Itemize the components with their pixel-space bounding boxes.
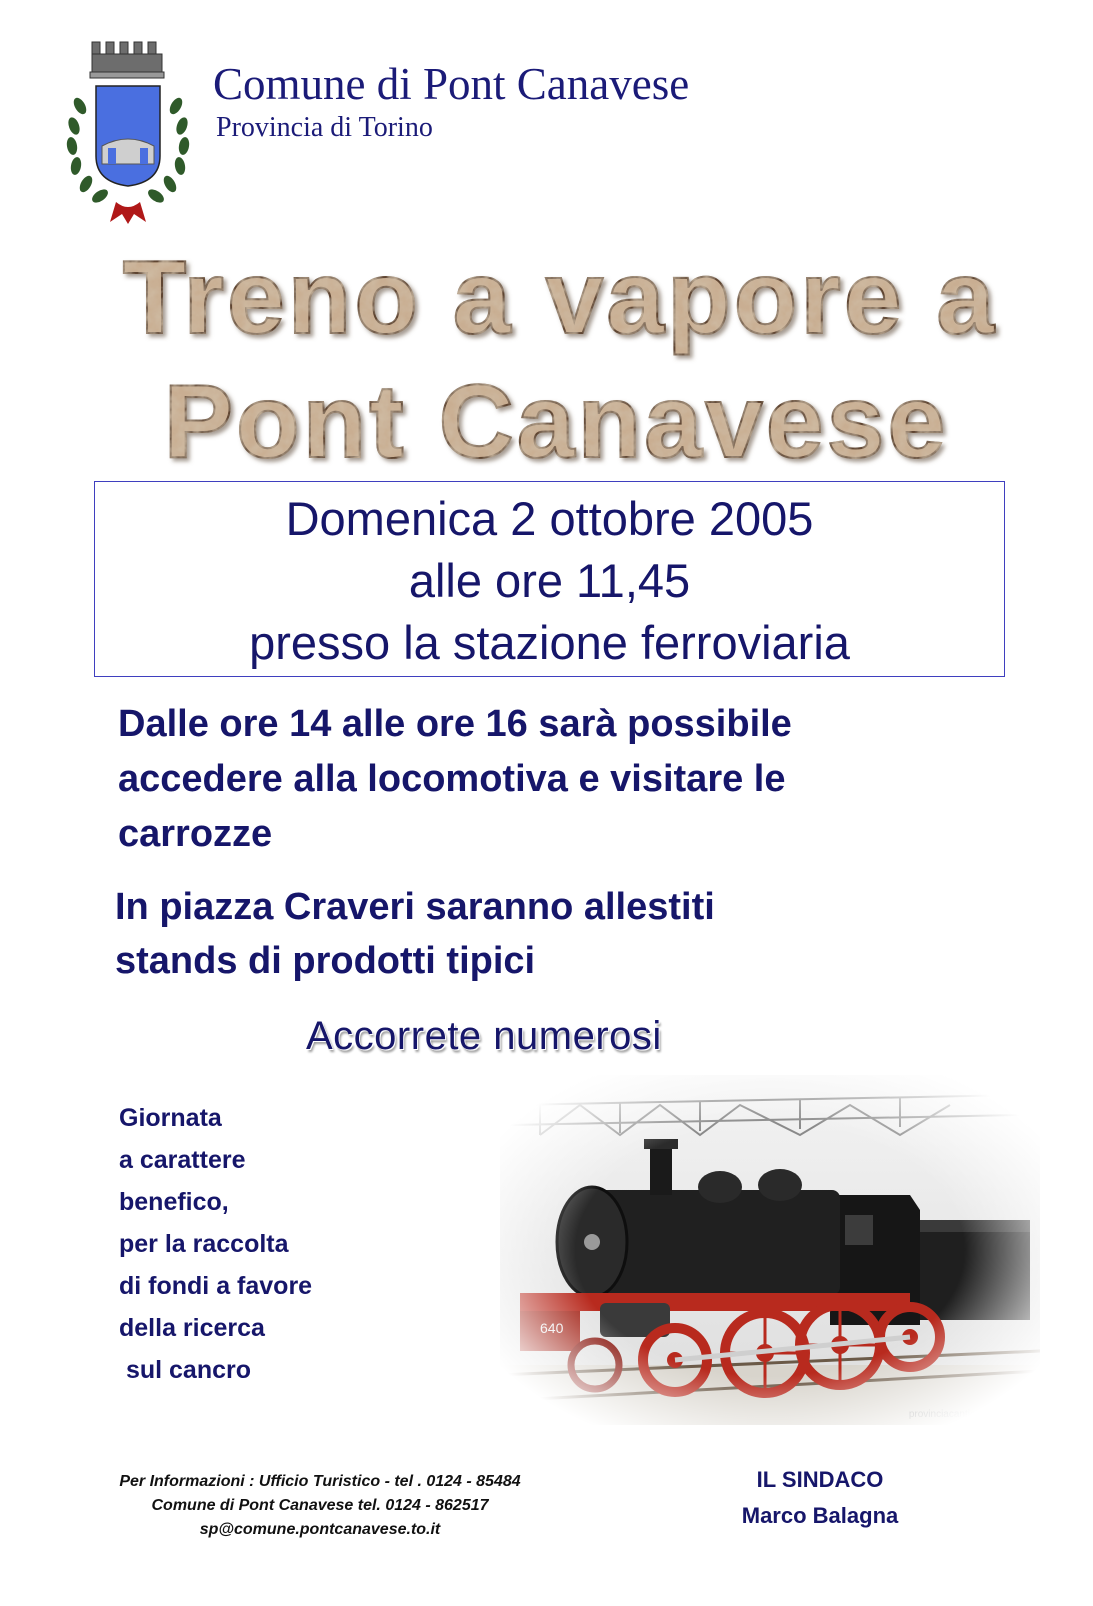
- footer-info-line: Per Informazioni : Ufficio Turistico - tel . 0124 - 85484: [119, 1473, 521, 1490]
- signatory-name: Marco Balagna: [741, 1503, 899, 1528]
- poster-title: [0, 245, 1093, 475]
- signatory-role: IL SINDACO: [756, 1467, 884, 1492]
- signature-block: [700, 1462, 940, 1534]
- charity-line: della ricerca: [119, 1314, 265, 1342]
- access-line: accedere alla locomotiva e visitare le: [118, 758, 786, 800]
- charity-paragraph: [119, 1097, 312, 1391]
- charity-line: per la raccolta: [119, 1230, 289, 1258]
- event-info-box: [94, 481, 1005, 677]
- piazza-line: stands di prodotti tipici: [115, 940, 536, 982]
- event-time: alle ore 11,45: [408, 554, 691, 607]
- charity-line: sul cancro: [119, 1356, 251, 1384]
- footer-email: sp@comune.pontcanavese.to.it: [199, 1521, 441, 1538]
- title-line-2: Pont Canavese: [163, 364, 949, 475]
- charity-line: benefico,: [119, 1188, 229, 1216]
- access-line: Dalle ore 14 alle ore 16 sarà possibile: [118, 703, 792, 745]
- footer-info-line: Comune di Pont Canavese tel. 0124 - 862517: [151, 1497, 489, 1514]
- call-to-action: Accorrete numerosi: [306, 1014, 662, 1058]
- footer-contact-info: [60, 1470, 580, 1542]
- comune-name: Comune di Pont Canavese: [213, 59, 690, 109]
- title-line-1: Treno a vapore a: [122, 245, 998, 356]
- piazza-paragraph: [115, 880, 715, 988]
- coat-of-arms-icon: [50, 36, 200, 226]
- access-paragraph: [118, 697, 792, 862]
- piazza-line: In piazza Craveri saranno allestiti: [115, 886, 715, 928]
- provincia-name: Provincia di Torino: [216, 112, 433, 143]
- event-date: Domenica 2 ottobre 2005: [285, 492, 814, 545]
- locomotive-photo: [500, 1075, 1040, 1425]
- charity-line: a carattere: [119, 1146, 246, 1174]
- event-place: presso la stazione ferroviaria: [249, 616, 850, 669]
- charity-line: Giornata: [119, 1104, 222, 1132]
- charity-line: di fondi a favore: [119, 1272, 313, 1300]
- access-line: carrozze: [118, 813, 273, 855]
